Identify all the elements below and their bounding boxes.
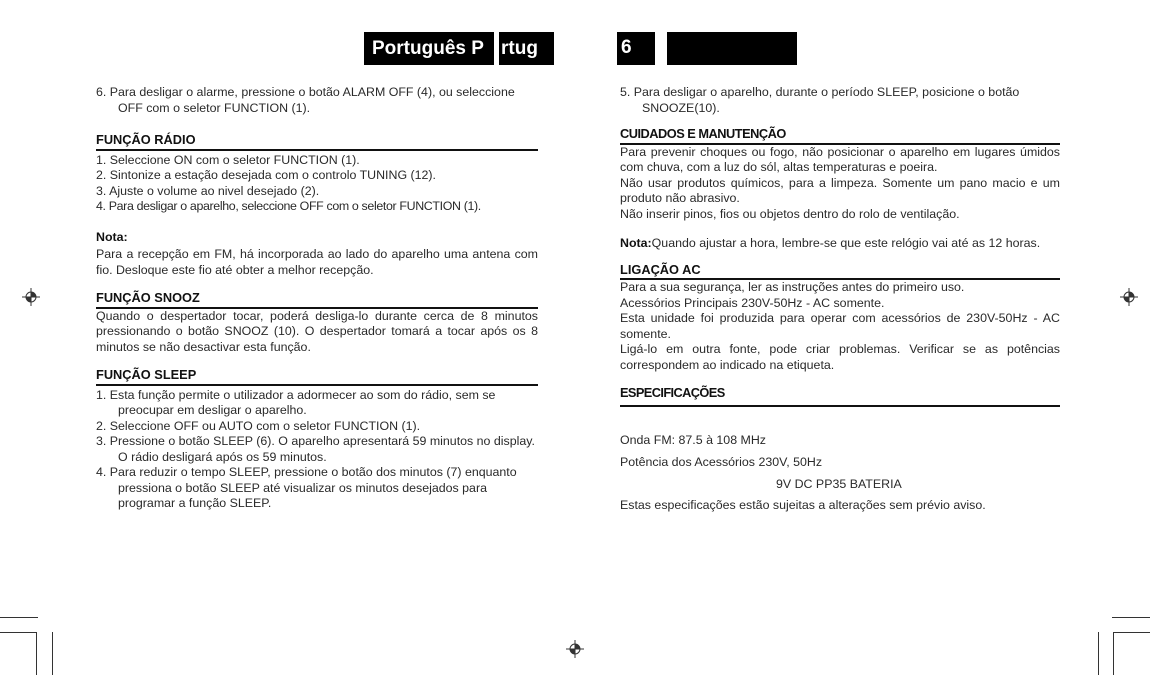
language-banner <box>364 32 494 65</box>
alarm-off-step: 6. Para desligar o alarme, pressione o botão ALARM OFF (4), ou seleccione OFF com o seletor FUNCTION (1). <box>96 85 515 115</box>
specs-heading: ESPECIFICAÇÕES <box>620 385 1060 407</box>
left-column <box>96 85 538 512</box>
registration-mark-icon <box>1120 288 1138 306</box>
ac-line-4: Ligá-lo em outra fonte, pode criar problemas. Verificar se as potências correspondem ao indicado na etiqueta. <box>620 342 1060 372</box>
radio-note-text: Para a recepção em FM, há incorporada ao lado do aparelho uma antena com fio. Desloque este fio até obter a melhor recepção. <box>96 247 538 277</box>
page-number: 6 <box>621 37 632 58</box>
care-line-3: Não inserir pinos, fios ou objetos dentro do rolo de ventilação. <box>620 206 960 221</box>
radio-note-label: Nota: <box>96 229 128 244</box>
sleep-off-step: 5. Para desligar o aparelho, durante o período SLEEP, posicione o botão SNOOZE(10). <box>620 85 1020 115</box>
clock-note <box>620 236 1060 252</box>
ac-line-3: Esta unidade foi produzida para operar com acessórios de 230V-50Hz - AC somente. <box>620 311 1060 341</box>
right-header-bar <box>667 32 797 65</box>
clock-note-label: Nota: <box>620 236 652 250</box>
snooz-text: Quando o despertador tocar, poderá desliga-lo durante cerca de 8 minutos pressionando o botão SNOOZ (10). O despertador tomará a tocar após os 8 minutos se não desactivar esta função. <box>96 308 538 354</box>
registration-mark-icon <box>22 288 40 306</box>
crop-mark-right-horizontal <box>1112 617 1150 618</box>
clock-note-text: Quando ajustar a hora, lembre-se que este relógio vai até as 12 horas. <box>651 236 1041 250</box>
right-column <box>620 85 1060 514</box>
crop-mark-left-vertical-2 <box>52 632 53 675</box>
specs-power: Potência dos Acessórios 230V, 50Hz <box>620 455 823 469</box>
care-line-1: Para prevenir choques ou fogo, não posicionar o aparelho em lugares úmidos com chuva, com a luz do sól, altas temperaturas e poeira. <box>620 144 1060 174</box>
ac-line-1: Para a sua segurança, ler as instruções antes do primeiro uso. <box>620 280 965 294</box>
sleep-step-4: 4. Para reduzir o tempo SLEEP, pressione o botão dos minutos (7) enquanto pressiona o botão SLEEP até visualizar os minutos desejados para programar a função SLEEP. <box>96 465 517 510</box>
sleep-step-1: 1. Esta função permite o utilizador a adormecer ao som do rádio, sem se preocupar em desligar o aparelho. <box>96 387 496 417</box>
crop-mark-left-vertical <box>36 632 37 675</box>
ac-line-2: Acessórios Principais 230V-50Hz - AC somente. <box>620 295 885 310</box>
radio-step-2: 2. Sintonize a estação desejada com o controlo TUNING (12). <box>96 168 436 182</box>
sleep-step-3: 3. Pressione o botão SLEEP (6). O aparelho apresentará 59 minutos no display. O rádio desligará após os 59 minutos. <box>96 434 535 464</box>
crop-mark-left-horizontal <box>0 617 38 618</box>
specs-footer: Estas especificações estão sujeitas a alterações sem prévio aviso. <box>620 498 986 512</box>
radio-step-4: 4. Para desligar o aparelho, seleccione OFF com o seletor FUNCTION (1). <box>96 199 481 213</box>
radio-step-3: 3. Ajuste o volume ao nivel desejado (2). <box>96 183 320 198</box>
sleep-step-2: 2. Seleccione OFF ou AUTO com o seletor FUNCTION (1). <box>96 418 421 433</box>
crop-mark-left-horizontal-2 <box>0 632 36 633</box>
ac-heading: LIGAÇÃO AC <box>620 262 1060 281</box>
registration-mark-icon <box>566 640 584 658</box>
radio-step-1: 1. Seleccione ON com o seletor FUNCTION (1). <box>96 152 360 167</box>
language-banner-fragment: rtug <box>501 38 538 59</box>
page-number-box <box>617 32 655 65</box>
specs-battery: 9V DC PP35 BATERIA <box>776 476 902 491</box>
care-line-2: Não usar produtos químicos, para a limpeza. Somente um pano macio e um produto não abrasivo. <box>620 175 1060 205</box>
sleep-heading: FUNÇÃO SLEEP <box>96 367 538 386</box>
language-banner-overlap <box>494 32 554 65</box>
care-heading: CUIDADOS E MANUTENÇÃO <box>620 126 1060 145</box>
specs-fm: Onda FM: 87.5 à 108 MHz <box>620 432 767 447</box>
crop-mark-right-vertical <box>1113 632 1114 675</box>
snooz-heading: FUNÇÃO SNOOZ <box>96 290 538 309</box>
language-banner-text: Português P <box>372 38 484 59</box>
radio-heading: FUNÇÃO RÁDIO <box>96 132 538 151</box>
crop-mark-right-horizontal-2 <box>1114 632 1150 633</box>
crop-mark-right-vertical-2 <box>1098 632 1099 675</box>
